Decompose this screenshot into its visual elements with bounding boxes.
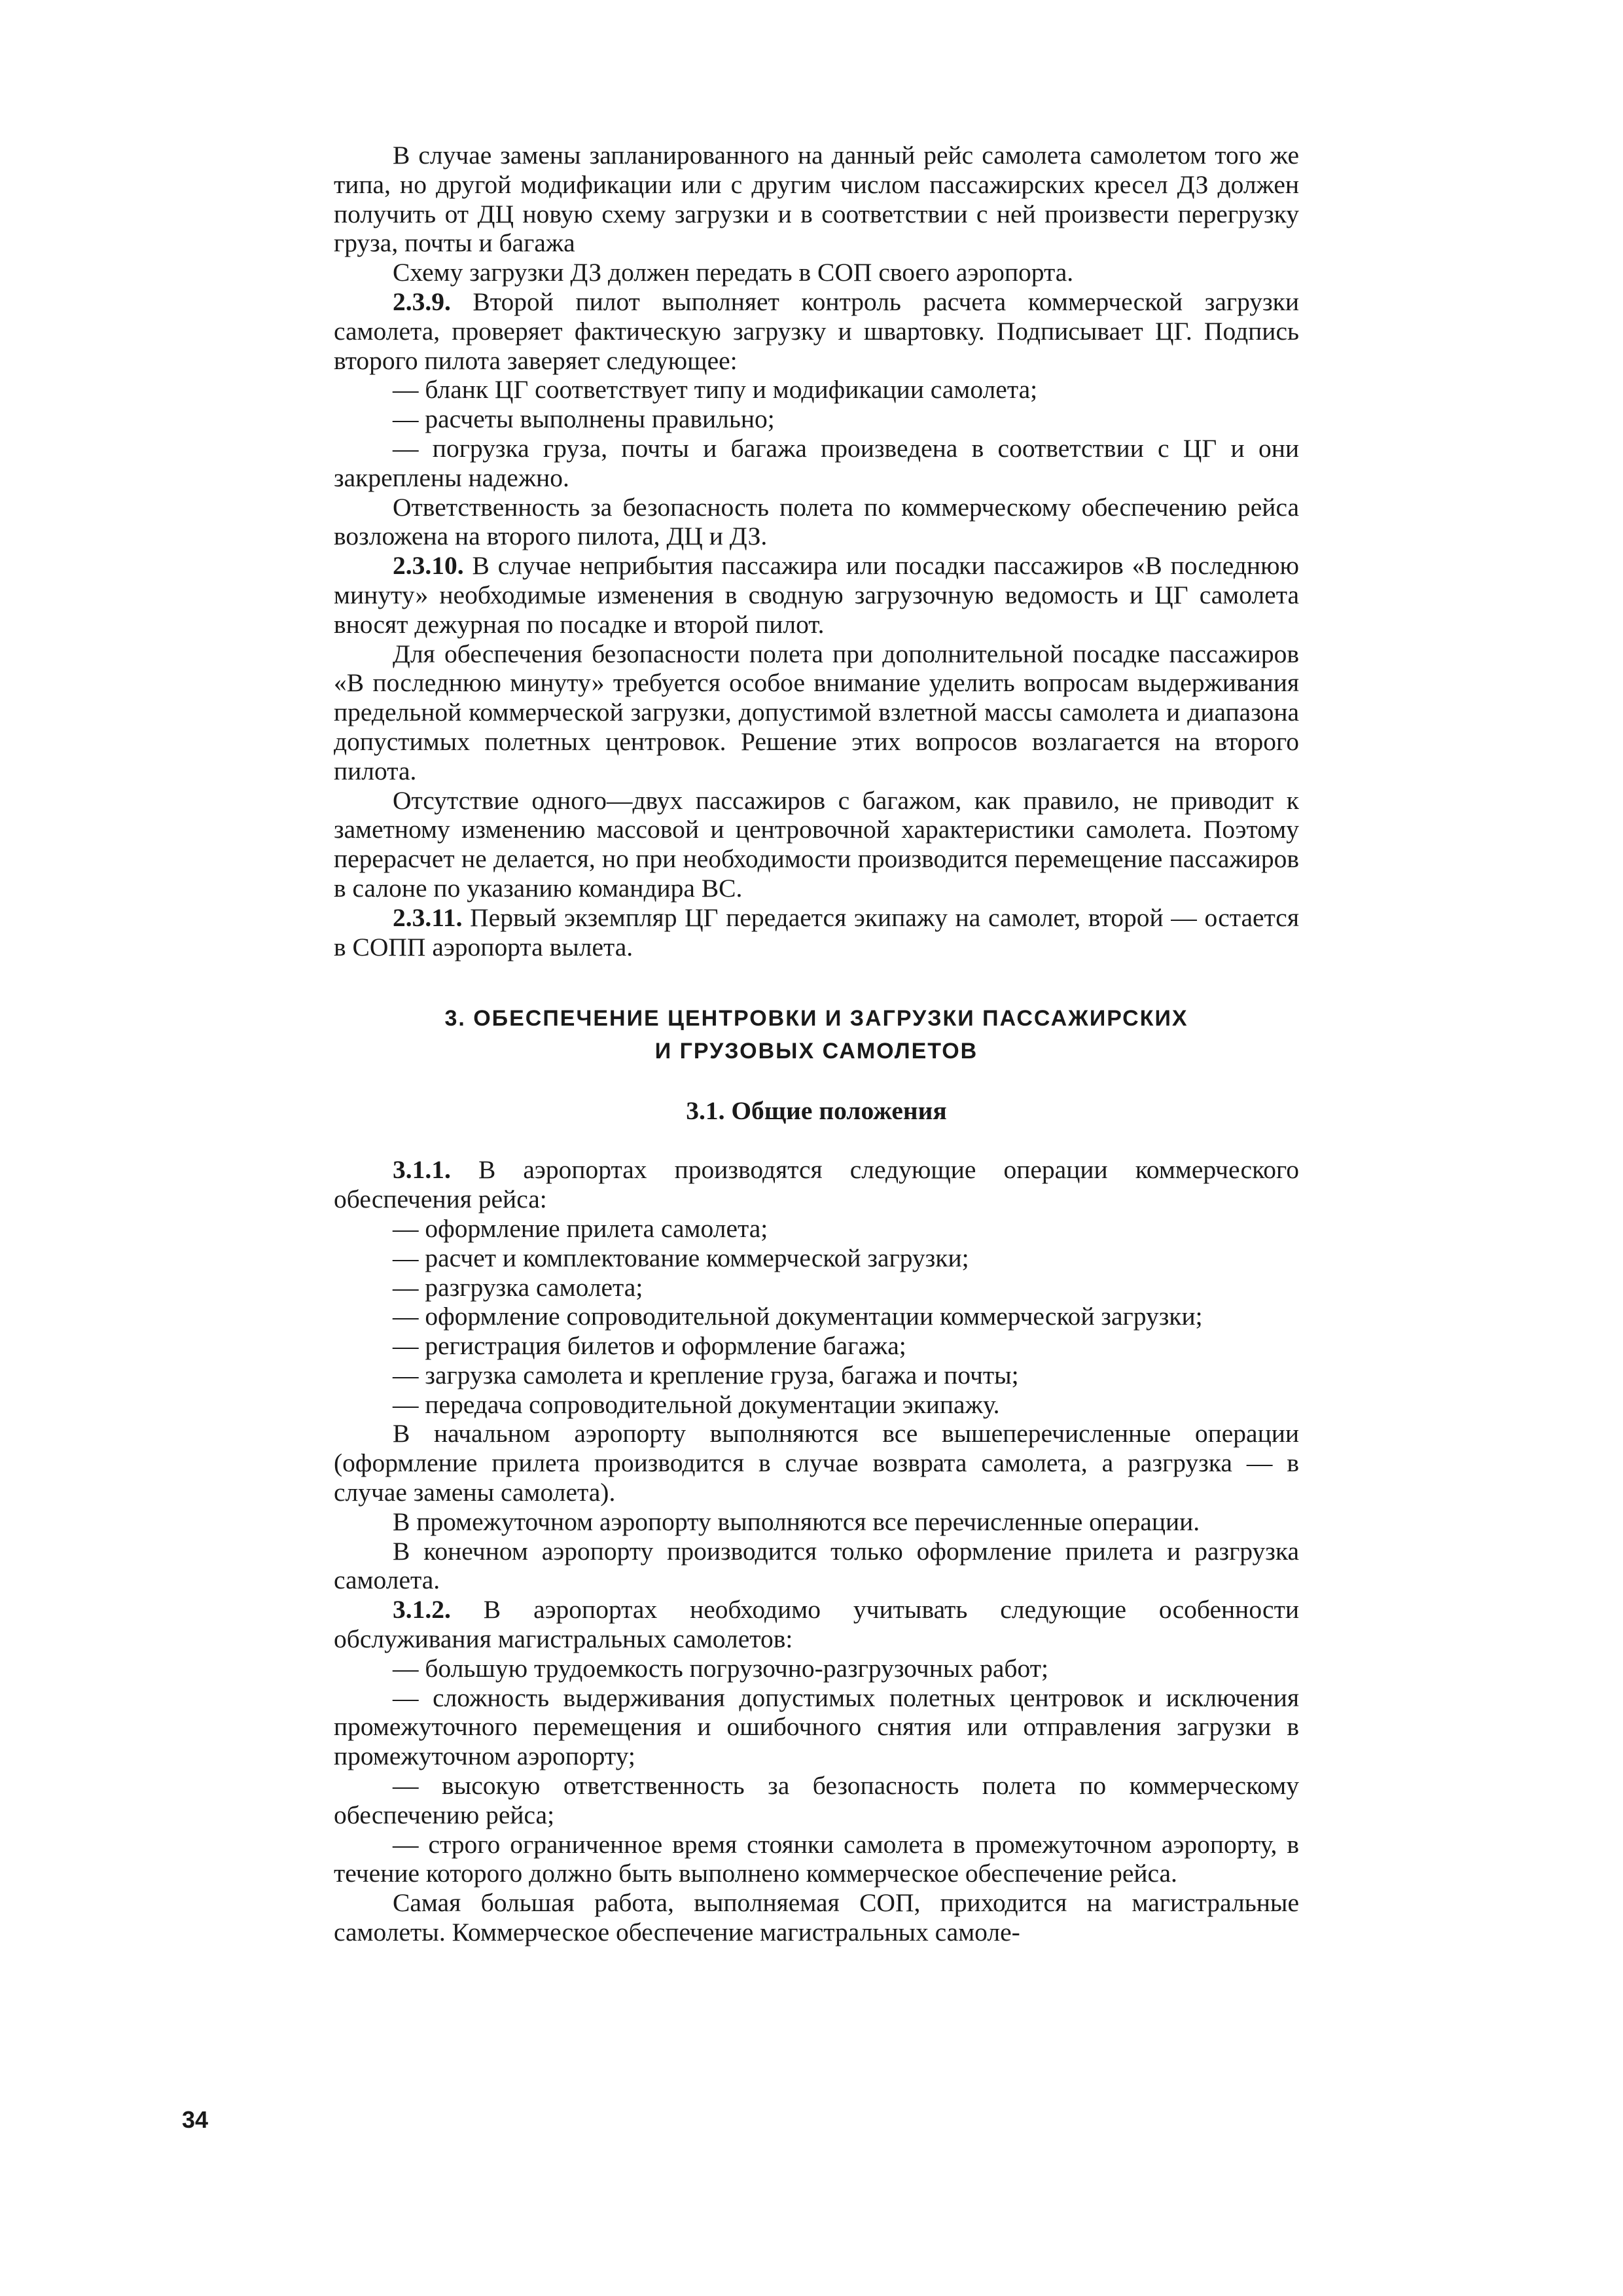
paragraph-text: — расчеты выполнены правильно; bbox=[393, 404, 775, 434]
paragraph-text: — регистрация билетов и оформление багажа; bbox=[393, 1331, 906, 1361]
paragraph bbox=[334, 1331, 1299, 1361]
clause-number: 2.3.9. bbox=[393, 287, 451, 316]
paragraph-text: — погрузка груза, почты и багажа произведена в соответствии с ЦГ и они закреплены надежно. bbox=[334, 433, 1299, 492]
paragraph-text: Отсутствие одного—двух пассажиров с багажом, как правило, не приводит к заметному изменению массовой и центровочной характеристики самолета. Поэтому перерасчет не делается, но при необходимости производится перемещение пассажиров в салоне по указанию командира ВС. bbox=[334, 785, 1299, 903]
paragraph-text: — бланк ЦГ соответствует типу и модификации самолета; bbox=[393, 375, 1038, 404]
paragraph-text: В случае неприбытия пассажира или посадки пассажиров «В последнюю минуту» необходимые изменения в сводную загрузочную ведомость и ЦГ самолета вносят дежурная по посадке и второй пилот. bbox=[334, 551, 1299, 639]
paragraph-text: Первый экземпляр ЦГ передается экипажу на самолет, второй — остается в СОПП аэропорта вылета. bbox=[334, 903, 1299, 961]
page-number: 34 bbox=[182, 2106, 209, 2133]
paragraph bbox=[334, 1390, 1299, 1420]
paragraph bbox=[334, 1888, 1299, 1947]
paragraph-text: — оформление сопроводительной документации коммерческой загрузки; bbox=[393, 1302, 1203, 1331]
paragraph-text: В конечном аэропорту производится только оформление прилета и разгрузка самолета. bbox=[334, 1536, 1299, 1595]
paragraph bbox=[334, 287, 1299, 375]
clause-number: 3.1.1. bbox=[393, 1155, 451, 1185]
paragraph-text: — разгрузка самолета; bbox=[393, 1272, 643, 1302]
paragraph-text: В начальном аэропорту выполняются все вышеперечисленные операции (оформление прилета производится в случае возврата самолета, а разгрузка — в случае замены самолета). bbox=[334, 1419, 1299, 1507]
paragraph bbox=[334, 551, 1299, 639]
paragraph bbox=[334, 1683, 1299, 1771]
paragraph bbox=[334, 1214, 1299, 1244]
paragraph bbox=[334, 141, 1299, 258]
clause-number: 2.3.11. bbox=[393, 903, 463, 932]
section-title-line-1: 3. ОБЕСПЕЧЕНИЕ ЦЕНТРОВКИ И ЗАГРУЗКИ ПАССАЖИРСКИХ bbox=[444, 1006, 1188, 1031]
paragraph-text: В аэропортах производятся следующие операции коммерческого обеспечения рейса: bbox=[334, 1155, 1299, 1214]
paragraph bbox=[334, 493, 1299, 552]
paragraph bbox=[334, 434, 1299, 493]
paragraph-text: — сложность выдерживания допустимых полетных центровок и исключения промежуточного перемещения и ошибочного снятия или отправления загрузки в промежуточном аэропорту; bbox=[334, 1683, 1299, 1771]
paragraph bbox=[334, 1361, 1299, 1390]
paragraph-text: Ответственность за безопасность полета по коммерческому обеспечению рейса возложена на второго пилота, ДЦ и ДЗ. bbox=[334, 492, 1299, 551]
paragraph bbox=[334, 375, 1299, 404]
paragraph-text: В аэропортах необходимо учитывать следующие особенности обслуживания магистральных самолетов: bbox=[334, 1595, 1299, 1654]
paragraph-text: — большую трудоемкость погрузочно-разгрузочных работ; bbox=[393, 1653, 1048, 1683]
top-paragraphs bbox=[334, 141, 1299, 961]
paragraph bbox=[334, 639, 1299, 786]
clause-number: 2.3.10. bbox=[393, 551, 464, 581]
bottom-paragraphs bbox=[334, 1155, 1299, 1947]
paragraph-text: Второй пилот выполняет контроль расчета коммерческой загрузки самолета, проверяет фактическую загрузку и швартовку. Подписывает ЦГ. Подпись второго пилота заверяет следующее: bbox=[334, 287, 1299, 375]
section-title-line-2: И ГРУЗОВЫХ САМОЛЕТОВ bbox=[654, 1039, 978, 1064]
paragraph bbox=[334, 1302, 1299, 1331]
section-title bbox=[334, 1002, 1299, 1067]
paragraph bbox=[334, 786, 1299, 903]
paragraph-text: Схему загрузки ДЗ должен передать в СОП своего аэропорта. bbox=[393, 258, 1074, 287]
paragraph bbox=[334, 1273, 1299, 1302]
paragraph bbox=[334, 1507, 1299, 1537]
page-body bbox=[334, 141, 1299, 1947]
paragraph-text: — расчет и комплектование коммерческой загрузки; bbox=[393, 1243, 969, 1272]
paragraph bbox=[334, 258, 1299, 287]
subsection-title: 3.1. Общие положения bbox=[686, 1096, 947, 1126]
paragraph-text: — загрузка самолета и крепление груза, багажа и почты; bbox=[393, 1360, 1019, 1390]
clause-number: 3.1.2. bbox=[393, 1595, 451, 1624]
paragraph-text: В промежуточном аэропорту выполняются все перечисленные операции. bbox=[393, 1507, 1200, 1536]
paragraph-text: — высокую ответственность за безопасность полета по коммерческому обеспечению рейса; bbox=[334, 1771, 1299, 1829]
paragraph bbox=[334, 1537, 1299, 1596]
paragraph bbox=[334, 1244, 1299, 1273]
paragraph bbox=[334, 1155, 1299, 1214]
paragraph bbox=[334, 1771, 1299, 1830]
paragraph-text: В случае замены запланированного на данный рейс самолета самолетом того же типа, но другой модификации или с другим числом пассажирских кресел ДЗ должен получить от ДЦ новую схему загрузки и в соответствии с ней произвести перегрузку груза, почты и багажа bbox=[334, 141, 1299, 258]
paragraph bbox=[334, 404, 1299, 434]
paragraph bbox=[334, 1595, 1299, 1654]
paragraph-text: Для обеспечения безопасности полета при дополнительной посадке пассажиров «В последнюю минуту» требуется особое внимание уделить вопросам выдерживания предельной коммерческой загрузки, допустимой взлетной массы самолета и диапазона допустимых полетных центровок. Решение этих вопросов возлагается на второго пилота. bbox=[334, 639, 1299, 785]
paragraph bbox=[334, 1419, 1299, 1507]
paragraph-text: — строго ограниченное время стоянки самолета в промежуточном аэропорту, в течение которого должно быть выполнено коммерческое обеспечение рейса. bbox=[334, 1829, 1299, 1888]
paragraph-text: — оформление прилета самолета; bbox=[393, 1213, 768, 1243]
paragraph bbox=[334, 903, 1299, 962]
paragraph-text: — передача сопроводительной документации экипажу. bbox=[393, 1390, 1000, 1419]
paragraph-text: Самая большая работа, выполняемая СОП, приходится на магистральные самолеты. Коммерческое обеспечение магистральных самоле- bbox=[334, 1888, 1299, 1947]
paragraph bbox=[334, 1654, 1299, 1683]
paragraph bbox=[334, 1830, 1299, 1889]
